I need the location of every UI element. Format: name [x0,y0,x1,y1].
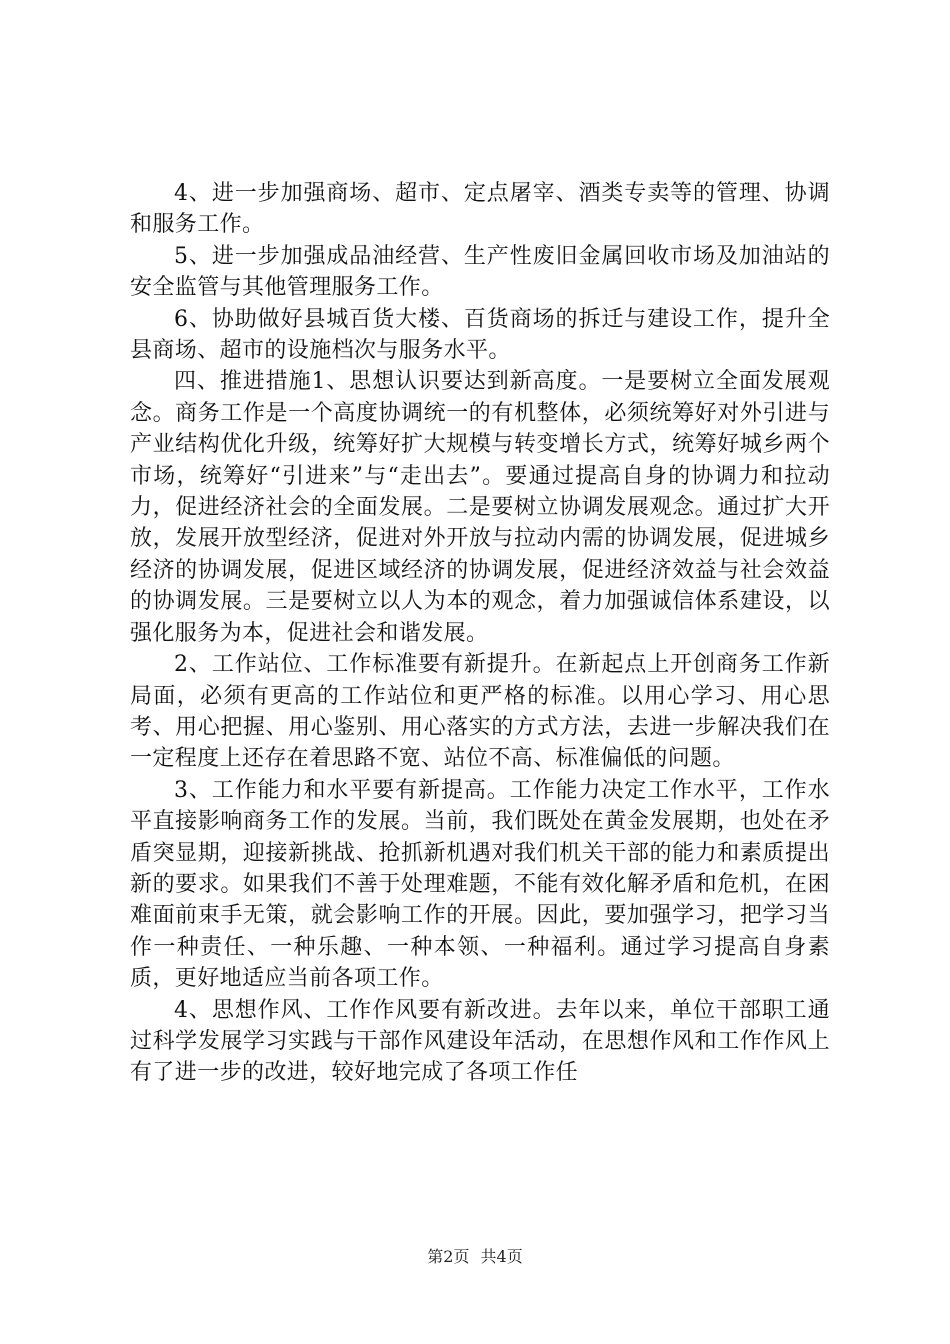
paragraph-measures-awareness: 四、推进措施1、思想认识要达到新高度。一是要树立全面发展观念。商务工作是一个高度协调统一的有机整体，必须统筹好对外引进与产业结构优化升级，统筹好扩大规模与转变增长方式，统筹好城乡两个市场，统筹好“引进来”与“走出去”。要通过提高自身的协调力和拉动力，促进经济社会的全面发展。二是要树立协调发展观念。通过扩大开放，发展开放型经济，促进对外开放与拉动内需的协调发展，促进城乡经济的协调发展，促进区域经济的协调发展，促进经济效益与社会效益的协调发展。三是要树立以人为本的观念，着力加强诚信体系建设，以强化服务为本，促进社会和谐发展。 [130,369,830,646]
page-footer [0,1244,950,1267]
paragraph-item-4-management: 4、进一步加强商场、超市、定点屠宰、酒类专卖等的管理、协调和服务工作。 [130,181,830,238]
paragraph-item-5-oil: 5、进一步加强成品油经营、生产性废旧金属回收市场及加油站的安全监管与其他管理服务工作。 [130,243,830,301]
page-total: 共4页 [480,1247,523,1266]
page-number: 第2页 [427,1247,470,1266]
document-body [130,178,830,1089]
paragraph-measures-standards: 2、工作站位、工作标准要有新提升。在新起点上开创商务工作新局面，必须有更高的工作站位和更严格的标准。以用心学习、用心思考、用心把握、用心鉴别、用心落实的方式方法，去进一步解决我们在一定程度上还存在着思路不宽、站位不高、标准偏低的问题。 [130,652,830,772]
paragraph-item-6-department-store: 6、协助做好县城百货大楼、百货商场的拆迁与建设工作，提升全县商场、超市的设施档次与服务水平。 [130,306,830,364]
paragraph-measures-ability: 3、工作能力和水平要有新提高。工作能力决定工作水平，工作水平直接影响商务工作的发展。当前，我们既处在黄金发展期，也处在矛盾突显期，迎接新挑战、抢抓新机遇对我们机关干部的能力和素质提出新的要求。如果我们不善于处理难题，不能有效化解矛盾和危机，在困难面前束手无策，就会影响工作的开展。因此，要加强学习，把学习当作一种责任、一种乐趣、一种本领、一种福利。通过学习提高自身素质，更好地适应当前各项工作。 [130,777,830,992]
paragraph-measures-style: 4、思想作风、工作作风要有新改进。去年以来，单位干部职工通过科学发展学习实践与干部作风建设年活动，在思想作风和工作作风上有了进一步的改进，较好地完成了各项工作任 [130,997,830,1086]
